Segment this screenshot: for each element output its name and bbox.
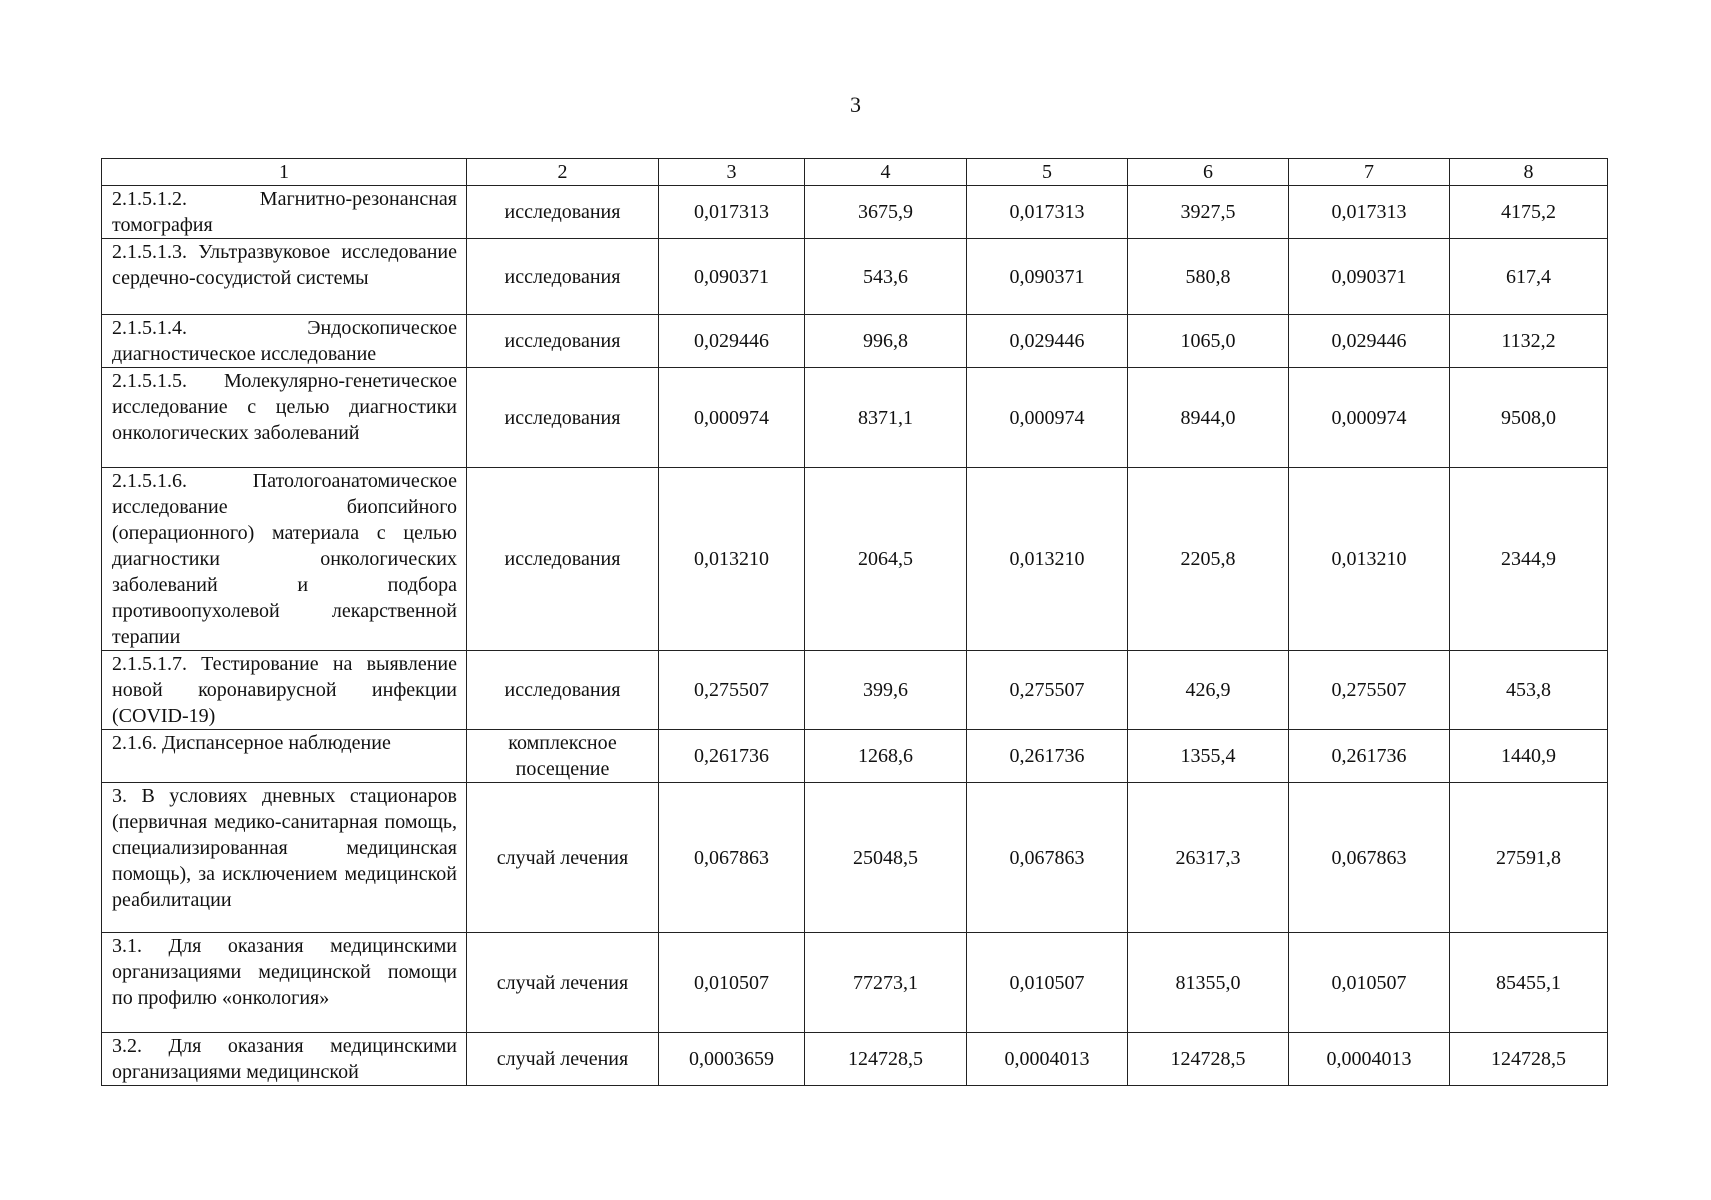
row-value-c5: 0,067863 [967, 783, 1128, 933]
row-unit: исследования [467, 368, 659, 468]
row-value-c3: 0,067863 [659, 783, 805, 933]
row-name: 2.1.5.1.3. Ультразвуковое исследование сердечно-сосудистой системы [102, 239, 467, 315]
row-unit: случай лечения [467, 1033, 659, 1086]
column-number: 7 [1289, 159, 1450, 186]
row-value-c5: 0,000974 [967, 368, 1128, 468]
table-row [102, 468, 1608, 651]
table-row [102, 368, 1608, 468]
row-value-c5: 0,010507 [967, 933, 1128, 1033]
row-value-c8: 124728,5 [1450, 1033, 1608, 1086]
row-value-c6: 1355,4 [1128, 730, 1289, 783]
row-value-c8: 9508,0 [1450, 368, 1608, 468]
column-number: 1 [102, 159, 467, 186]
row-value-c3: 0,0003659 [659, 1033, 805, 1086]
row-name: 2.1.5.1.4. Эндоскопическое диагностическое исследование [102, 315, 467, 368]
row-value-c4: 8371,1 [805, 368, 967, 468]
row-value-c6: 3927,5 [1128, 186, 1289, 239]
table-row [102, 315, 1608, 368]
row-value-c5: 0,261736 [967, 730, 1128, 783]
row-name: 3.2. Для оказания медицинскими организациями медицинской [102, 1033, 467, 1086]
row-value-c5: 0,0004013 [967, 1033, 1128, 1086]
row-value-c7: 0,0004013 [1289, 1033, 1450, 1086]
row-value-c3: 0,000974 [659, 368, 805, 468]
table-row [102, 783, 1608, 933]
row-unit: случай лечения [467, 783, 659, 933]
row-value-c5: 0,017313 [967, 186, 1128, 239]
row-unit: случай лечения [467, 933, 659, 1033]
row-value-c6: 81355,0 [1128, 933, 1289, 1033]
row-name: 2.1.5.1.5. Молекулярно-генетическое исследование с целью диагностики онкологических заболеваний [102, 368, 467, 468]
row-value-c3: 0,013210 [659, 468, 805, 651]
row-value-c5: 0,029446 [967, 315, 1128, 368]
row-value-c6: 580,8 [1128, 239, 1289, 315]
row-value-c4: 77273,1 [805, 933, 967, 1033]
row-value-c6: 124728,5 [1128, 1033, 1289, 1086]
table-row [102, 933, 1608, 1033]
row-value-c7: 0,010507 [1289, 933, 1450, 1033]
row-name: 3.1. Для оказания медицинскими организациями медицинской помощи по профилю «онкология» [102, 933, 467, 1033]
row-value-c3: 0,029446 [659, 315, 805, 368]
row-value-c4: 124728,5 [805, 1033, 967, 1086]
row-value-c3: 0,017313 [659, 186, 805, 239]
column-number: 8 [1450, 159, 1608, 186]
row-value-c5: 0,013210 [967, 468, 1128, 651]
row-value-c8: 2344,9 [1450, 468, 1608, 651]
row-value-c5: 0,275507 [967, 651, 1128, 730]
page-number: 3 [850, 92, 861, 117]
row-value-c7: 0,275507 [1289, 651, 1450, 730]
row-value-c4: 1268,6 [805, 730, 967, 783]
row-unit: исследования [467, 651, 659, 730]
row-value-c4: 399,6 [805, 651, 967, 730]
table-row [102, 1033, 1608, 1086]
row-value-c8: 617,4 [1450, 239, 1608, 315]
row-unit: исследования [467, 186, 659, 239]
row-value-c7: 0,067863 [1289, 783, 1450, 933]
row-value-c3: 0,275507 [659, 651, 805, 730]
row-name: 2.1.6. Диспансерное наблюдение [102, 730, 467, 783]
row-value-c7: 0,000974 [1289, 368, 1450, 468]
row-value-c7: 0,013210 [1289, 468, 1450, 651]
row-value-c8: 27591,8 [1450, 783, 1608, 933]
row-value-c6: 8944,0 [1128, 368, 1289, 468]
row-value-c4: 3675,9 [805, 186, 967, 239]
column-number: 5 [967, 159, 1128, 186]
row-value-c4: 25048,5 [805, 783, 967, 933]
row-value-c8: 1440,9 [1450, 730, 1608, 783]
column-number: 3 [659, 159, 805, 186]
row-unit: исследования [467, 468, 659, 651]
row-value-c4: 543,6 [805, 239, 967, 315]
row-value-c3: 0,090371 [659, 239, 805, 315]
row-value-c8: 1132,2 [1450, 315, 1608, 368]
row-name: 2.1.5.1.2. Магнитно-резонансная томография [102, 186, 467, 239]
row-value-c8: 453,8 [1450, 651, 1608, 730]
row-value-c4: 996,8 [805, 315, 967, 368]
row-value-c8: 4175,2 [1450, 186, 1608, 239]
table-row [102, 239, 1608, 315]
row-value-c7: 0,090371 [1289, 239, 1450, 315]
table-row [102, 651, 1608, 730]
row-unit: исследования [467, 315, 659, 368]
row-value-c5: 0,090371 [967, 239, 1128, 315]
row-value-c8: 85455,1 [1450, 933, 1608, 1033]
row-value-c4: 2064,5 [805, 468, 967, 651]
row-name: 2.1.5.1.7. Тестирование на выявление новой коронавирусной инфекции (COVID-19) [102, 651, 467, 730]
row-value-c7: 0,261736 [1289, 730, 1450, 783]
row-value-c3: 0,010507 [659, 933, 805, 1033]
row-value-c7: 0,017313 [1289, 186, 1450, 239]
row-value-c6: 426,9 [1128, 651, 1289, 730]
column-number: 6 [1128, 159, 1289, 186]
table-body [102, 159, 1608, 1086]
data-table [101, 158, 1608, 1086]
row-value-c6: 2205,8 [1128, 468, 1289, 651]
column-number-row [102, 159, 1608, 186]
table-row [102, 730, 1608, 783]
row-value-c3: 0,261736 [659, 730, 805, 783]
row-value-c6: 26317,3 [1128, 783, 1289, 933]
table-row [102, 186, 1608, 239]
row-value-c6: 1065,0 [1128, 315, 1289, 368]
row-name: 2.1.5.1.6. Патологоанатомическое исследование биопсийного (операционного) материала с целью диагностики онкологических заболеваний и подбора противоопухолевой лекарственной терапии [102, 468, 467, 651]
row-name: 3. В условиях дневных стационаров (первичная медико-санитарная помощь, специализированная медицинская помощь), за исключением медицинской реабилитации [102, 783, 467, 933]
row-value-c7: 0,029446 [1289, 315, 1450, 368]
row-unit: комплексное посещение [467, 730, 659, 783]
column-number: 2 [467, 159, 659, 186]
row-unit: исследования [467, 239, 659, 315]
column-number: 4 [805, 159, 967, 186]
